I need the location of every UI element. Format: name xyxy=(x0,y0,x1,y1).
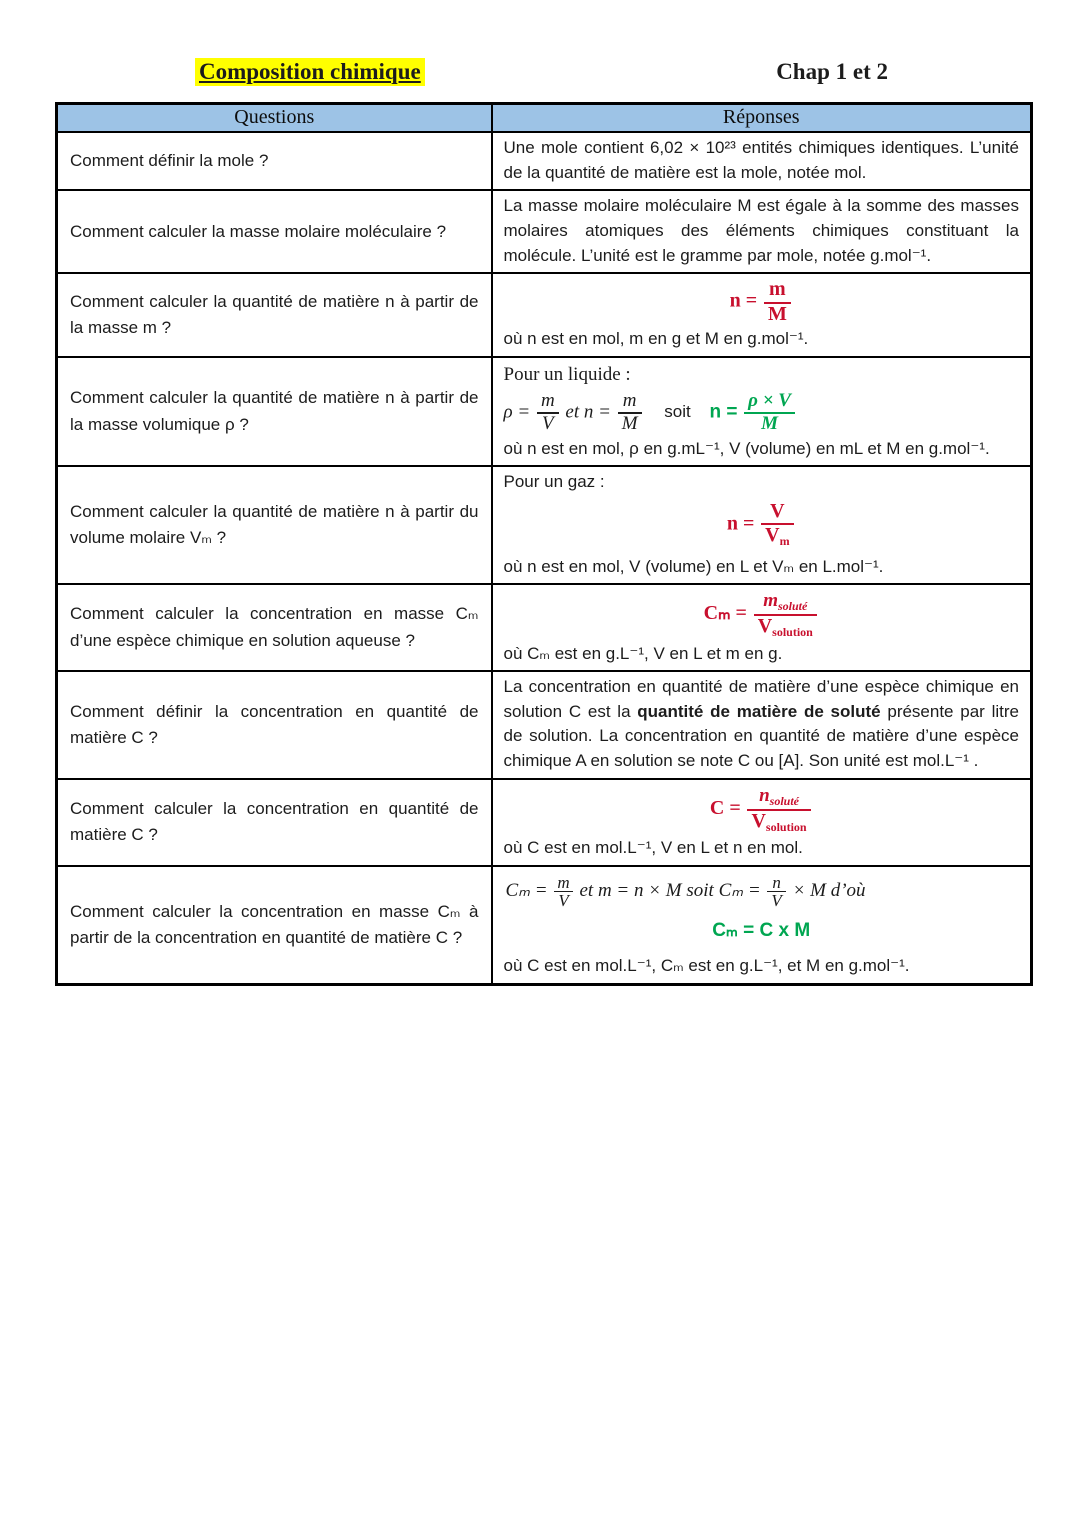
formula-n-m-M xyxy=(504,279,1020,325)
fraction-green xyxy=(744,391,795,435)
fraction-numerator xyxy=(754,590,817,616)
deriv-p1: Cₘ = xyxy=(505,879,548,901)
den-subscript: solution xyxy=(765,820,807,835)
question-cell: Comment définir la mole ? xyxy=(57,132,492,190)
table-row xyxy=(57,671,1032,779)
fraction-denominator: V xyxy=(542,413,554,435)
den-subscript: m xyxy=(779,534,790,549)
fraction-numerator xyxy=(747,785,810,811)
questions-table xyxy=(55,102,1033,986)
formula-lhs: n = xyxy=(729,289,758,312)
question-cell: Comment calculer la quantité de matière n à partir de la masse m ? xyxy=(57,273,492,357)
answer-cell xyxy=(492,671,1032,779)
formula-n-V-Vm xyxy=(504,501,1020,549)
fraction-denominator: M xyxy=(621,413,638,435)
fraction-numerator: m xyxy=(554,874,572,892)
question-cell: Comment calculer la quantité de matière n à partir de la masse volumique ρ ? xyxy=(57,357,492,466)
fraction-numerator: n xyxy=(767,874,785,892)
answer-cell xyxy=(492,190,1032,273)
answer-text: La masse molaire moléculaire M est égale à la somme des masses molaires atomiques des éléments chimiques constituant la molécule. L’unité est le gramme par mole, notée g.mol⁻¹. xyxy=(503,196,1019,265)
table-row xyxy=(57,779,1032,866)
fraction xyxy=(764,279,791,325)
table-row xyxy=(57,190,1032,273)
intro-liquide: Pour un liquide : xyxy=(503,364,631,386)
table-row xyxy=(57,866,1032,985)
table-header-row xyxy=(57,104,1032,133)
units-text: où Cₘ est en g.L⁻¹, V en L et m en g. xyxy=(503,643,783,663)
intro-gaz: Pour un gaz : xyxy=(503,472,605,492)
fraction xyxy=(618,391,642,435)
num-subscript: soluté xyxy=(769,793,799,808)
et-n-equals: et n = xyxy=(565,401,611,423)
num-subscript: soluté xyxy=(777,599,808,614)
fraction-denominator: M xyxy=(767,302,787,325)
table-row xyxy=(57,357,1032,466)
soit-text: soit xyxy=(664,402,691,422)
fraction xyxy=(554,874,572,909)
num-base: m xyxy=(763,590,778,612)
answer-text: Une mole contient 6,02 × 10²³ entités chimiques identiques. L’unité de la quantité de matière est la mole, notée mol. xyxy=(503,138,1019,182)
den-base: V xyxy=(757,615,773,638)
table-row xyxy=(57,584,1032,671)
chapter-label: Chap 1 et 2 xyxy=(776,59,888,84)
title-bar xyxy=(0,0,1080,102)
rho-equals: ρ = xyxy=(503,401,531,423)
formula-Cm xyxy=(504,590,1020,639)
formula-C xyxy=(504,785,1020,834)
answer-cell xyxy=(492,357,1032,466)
fraction-denominator: V xyxy=(558,890,569,910)
text-bold: quantité de matière de soluté xyxy=(637,701,881,721)
answer-cell xyxy=(492,466,1032,584)
deriv-p3: × M d’où xyxy=(792,879,866,901)
formula-lhs: Cₘ = xyxy=(703,602,747,625)
den-base: V xyxy=(751,809,766,832)
units-text: où n est en mol, ρ en g.mL⁻¹, V (volume) en mL et M en g.mol⁻¹. xyxy=(503,438,990,458)
fraction xyxy=(537,391,559,435)
fraction-numerator: V xyxy=(761,501,793,526)
answer-text xyxy=(504,675,1020,774)
answer-cell xyxy=(492,273,1032,357)
page-title: Composition chimique xyxy=(195,58,425,86)
den-subscript: solution xyxy=(772,625,813,640)
fraction xyxy=(754,590,817,639)
question-cell: Comment définir la concentration en quantité de matière C ? xyxy=(57,671,492,779)
fraction xyxy=(761,501,793,549)
units-text: où C est en mol.L⁻¹, Cₘ est en g.L⁻¹, et M en g.mol⁻¹. xyxy=(503,956,910,976)
fraction-denominator xyxy=(754,616,817,639)
question-cell: Comment calculer la masse molaire moléculaire ? xyxy=(57,190,492,273)
answer-cell xyxy=(492,584,1032,671)
answer-cell xyxy=(492,132,1032,190)
fraction xyxy=(767,874,785,909)
fraction-denominator xyxy=(761,525,793,548)
units-text: où C est en mol.L⁻¹, V en L et n en mol. xyxy=(503,838,803,858)
text-before: La concentration en quantité de matière d’une espèce chimique en solution C est la xyxy=(503,677,1019,721)
formula-lhs: n = xyxy=(726,512,755,535)
deriv-p2: et m = n × M soit Cₘ = xyxy=(579,879,761,901)
fraction-denominator: M xyxy=(761,413,779,435)
units-text: où n est en mol, m en g et M en g.mol⁻¹. xyxy=(503,329,809,349)
fraction-numerator: ρ × V xyxy=(744,391,795,415)
green-lhs: n = xyxy=(709,401,738,423)
question-cell: Comment calculer la concentration en masse Cₘ à partir de la concentration en quantité de matière C ? xyxy=(57,866,492,985)
fraction-numerator: m xyxy=(618,391,642,415)
fraction xyxy=(747,785,810,834)
question-cell: Comment calculer la concentration en quantité de matière C ? xyxy=(57,779,492,866)
question-cell: Comment calculer la quantité de matière n à partir du volume molaire Vₘ ? xyxy=(57,466,492,584)
answer-cell xyxy=(492,779,1032,866)
fraction-numerator: m xyxy=(764,279,791,304)
formula-lhs: C = xyxy=(709,796,741,819)
text-after: présente par litre de solution. La concentration en quantité de matière d’une espèce chimique A en solution se note C ou [A]. Son unité est mol.L⁻¹ . xyxy=(503,701,1019,771)
header-questions: Questions xyxy=(57,104,492,133)
formula-Cm-CxM: Cₘ = C x M xyxy=(712,919,811,941)
answer-cell xyxy=(492,866,1032,985)
fraction-denominator: V xyxy=(771,890,782,910)
formula-rho-line xyxy=(504,391,1020,435)
units-text: où n est en mol, V (volume) en L et Vₘ en L.mol⁻¹. xyxy=(503,556,884,576)
den-base: V xyxy=(765,524,780,547)
num-base: n xyxy=(759,784,770,806)
derivation-line xyxy=(506,874,1020,909)
header-reponses: Réponses xyxy=(492,104,1032,133)
fraction-denominator xyxy=(747,811,810,834)
table-row xyxy=(57,273,1032,357)
table-row xyxy=(57,132,1032,190)
table-row xyxy=(57,466,1032,584)
question-cell: Comment calculer la concentration en masse Cₘ d’une espèce chimique en solution aqueuse ? xyxy=(57,584,492,671)
fraction-numerator: m xyxy=(537,391,559,415)
